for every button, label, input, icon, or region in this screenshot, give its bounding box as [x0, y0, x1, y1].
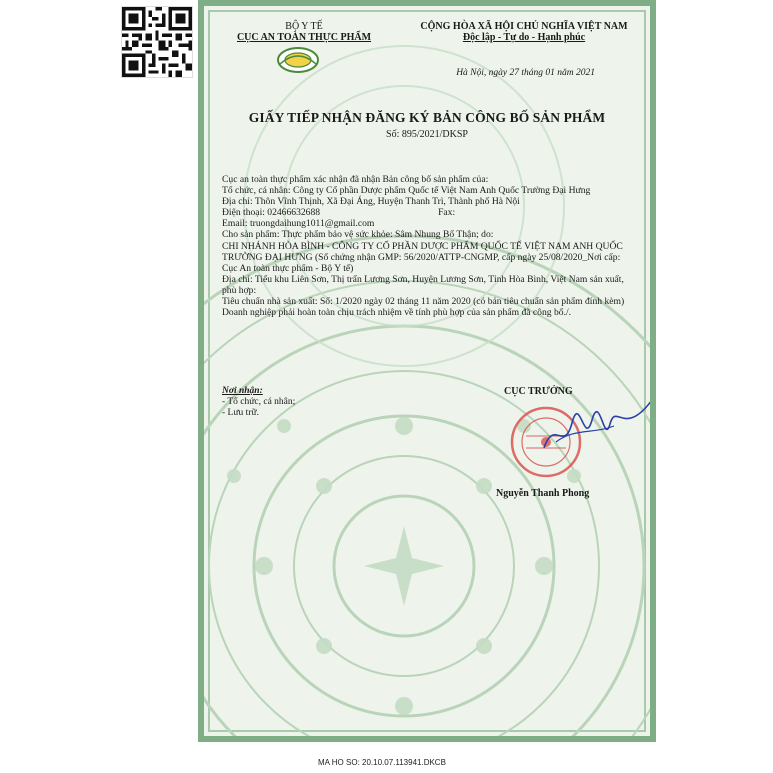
contact-line: [222, 207, 636, 218]
motto: Độc lập - Tự do - Hạnh phúc: [462, 32, 586, 43]
document-title: GIẤY TIẾP NHẬN ĐĂNG KÝ BẢN CÔNG BỐ SẢN PHẨM: [248, 110, 606, 125]
national-header: [389, 21, 656, 43]
signer-name: Nguyễn Thanh Phong: [496, 488, 590, 499]
recipient-item: - Lưu trữ.: [222, 408, 259, 418]
manufacturer: CHI NHÁNH HÒA BÌNH - CÔNG TY CỔ PHẦN DƯỢC PHẨM QUỐC TẾ VIỆT NAM ANH QUỐC TRƯỜNG ĐẠI HƯNG (Số chứng nhận GMP: 56/2020/ATTP-CNGMP, cấp ngày 25/08/2020_Nơi cấp: Cục An toàn thực phẩm - Bộ Y tế): [222, 240, 623, 274]
org-address: Địa chỉ: Thôn Vĩnh Thịnh, Xã Đại Áng, Huyện Thanh Trì, Thành phố Hà Nội: [222, 196, 520, 208]
phone: Điện thoại: 02466632688: [222, 207, 321, 219]
product-line: Cho sản phẩm: Thực phẩm bảo vệ sức khỏe: Sâm Nhung Bổ Thận; do:: [222, 229, 494, 241]
signature-icon: [534, 398, 654, 458]
ministry-name: BỘ Y TẾ: [285, 21, 323, 32]
recipients-title: Nơi nhận:: [222, 386, 263, 396]
responsibility-statement: Doanh nghiệp phải hoàn toàn chịu trách nhiệm về tính phù hợp của sản phẩm đã công bố./.: [222, 307, 572, 319]
recipient-item: - Tổ chức, cá nhân;: [222, 397, 296, 407]
country-name: CỘNG HÒA XÃ HỘI CHỦ NGHĨA VIỆT NAM: [420, 21, 628, 32]
certificate: [198, 0, 656, 742]
organization: Tổ chức, cá nhân: Công ty Cổ phần Dược phẩm Quốc tế Việt Nam Anh Quốc Trường Đại Hưng: [222, 185, 591, 197]
email: Email: truongdaihung1011@gmail.com: [222, 218, 375, 230]
manufacturer-address: Địa chỉ: Tiểu khu Liên Sơn, Thị trấn Lương Sơn, Huyện Lương Sơn, Tỉnh Hòa Bình, Việt Nam sản xuất, phù hợp:: [222, 273, 624, 296]
agency-header: [204, 21, 404, 43]
signer-position: CỤC TRƯỞNG: [504, 386, 573, 397]
recipients: [222, 386, 295, 419]
agency-name: CỤC AN TOÀN THỰC PHẨM: [236, 32, 372, 43]
fax: Fax:: [438, 207, 456, 219]
document-number: Số: 895/2021/DKSP: [386, 129, 468, 140]
issue-date: Hà Nội, ngày 27 tháng 01 năm 2021: [456, 68, 595, 78]
manufacturer-standard: Tiêu chuẩn nhà sản xuất: Số: 1/2020 ngày 02 tháng 11 năm 2020 (có bản tiêu chuẩn sản phẩm đính kèm): [222, 296, 625, 308]
vfa-logo-icon: [276, 46, 320, 74]
document-body: [222, 174, 636, 318]
dossier-code: MA HO SO: 20.10.07.113941.DKCB: [318, 758, 446, 767]
intro-text: Cục an toàn thực phẩm xác nhận đã nhận Bản công bố sản phẩm của:: [222, 174, 489, 185]
qr-code: [121, 6, 193, 78]
